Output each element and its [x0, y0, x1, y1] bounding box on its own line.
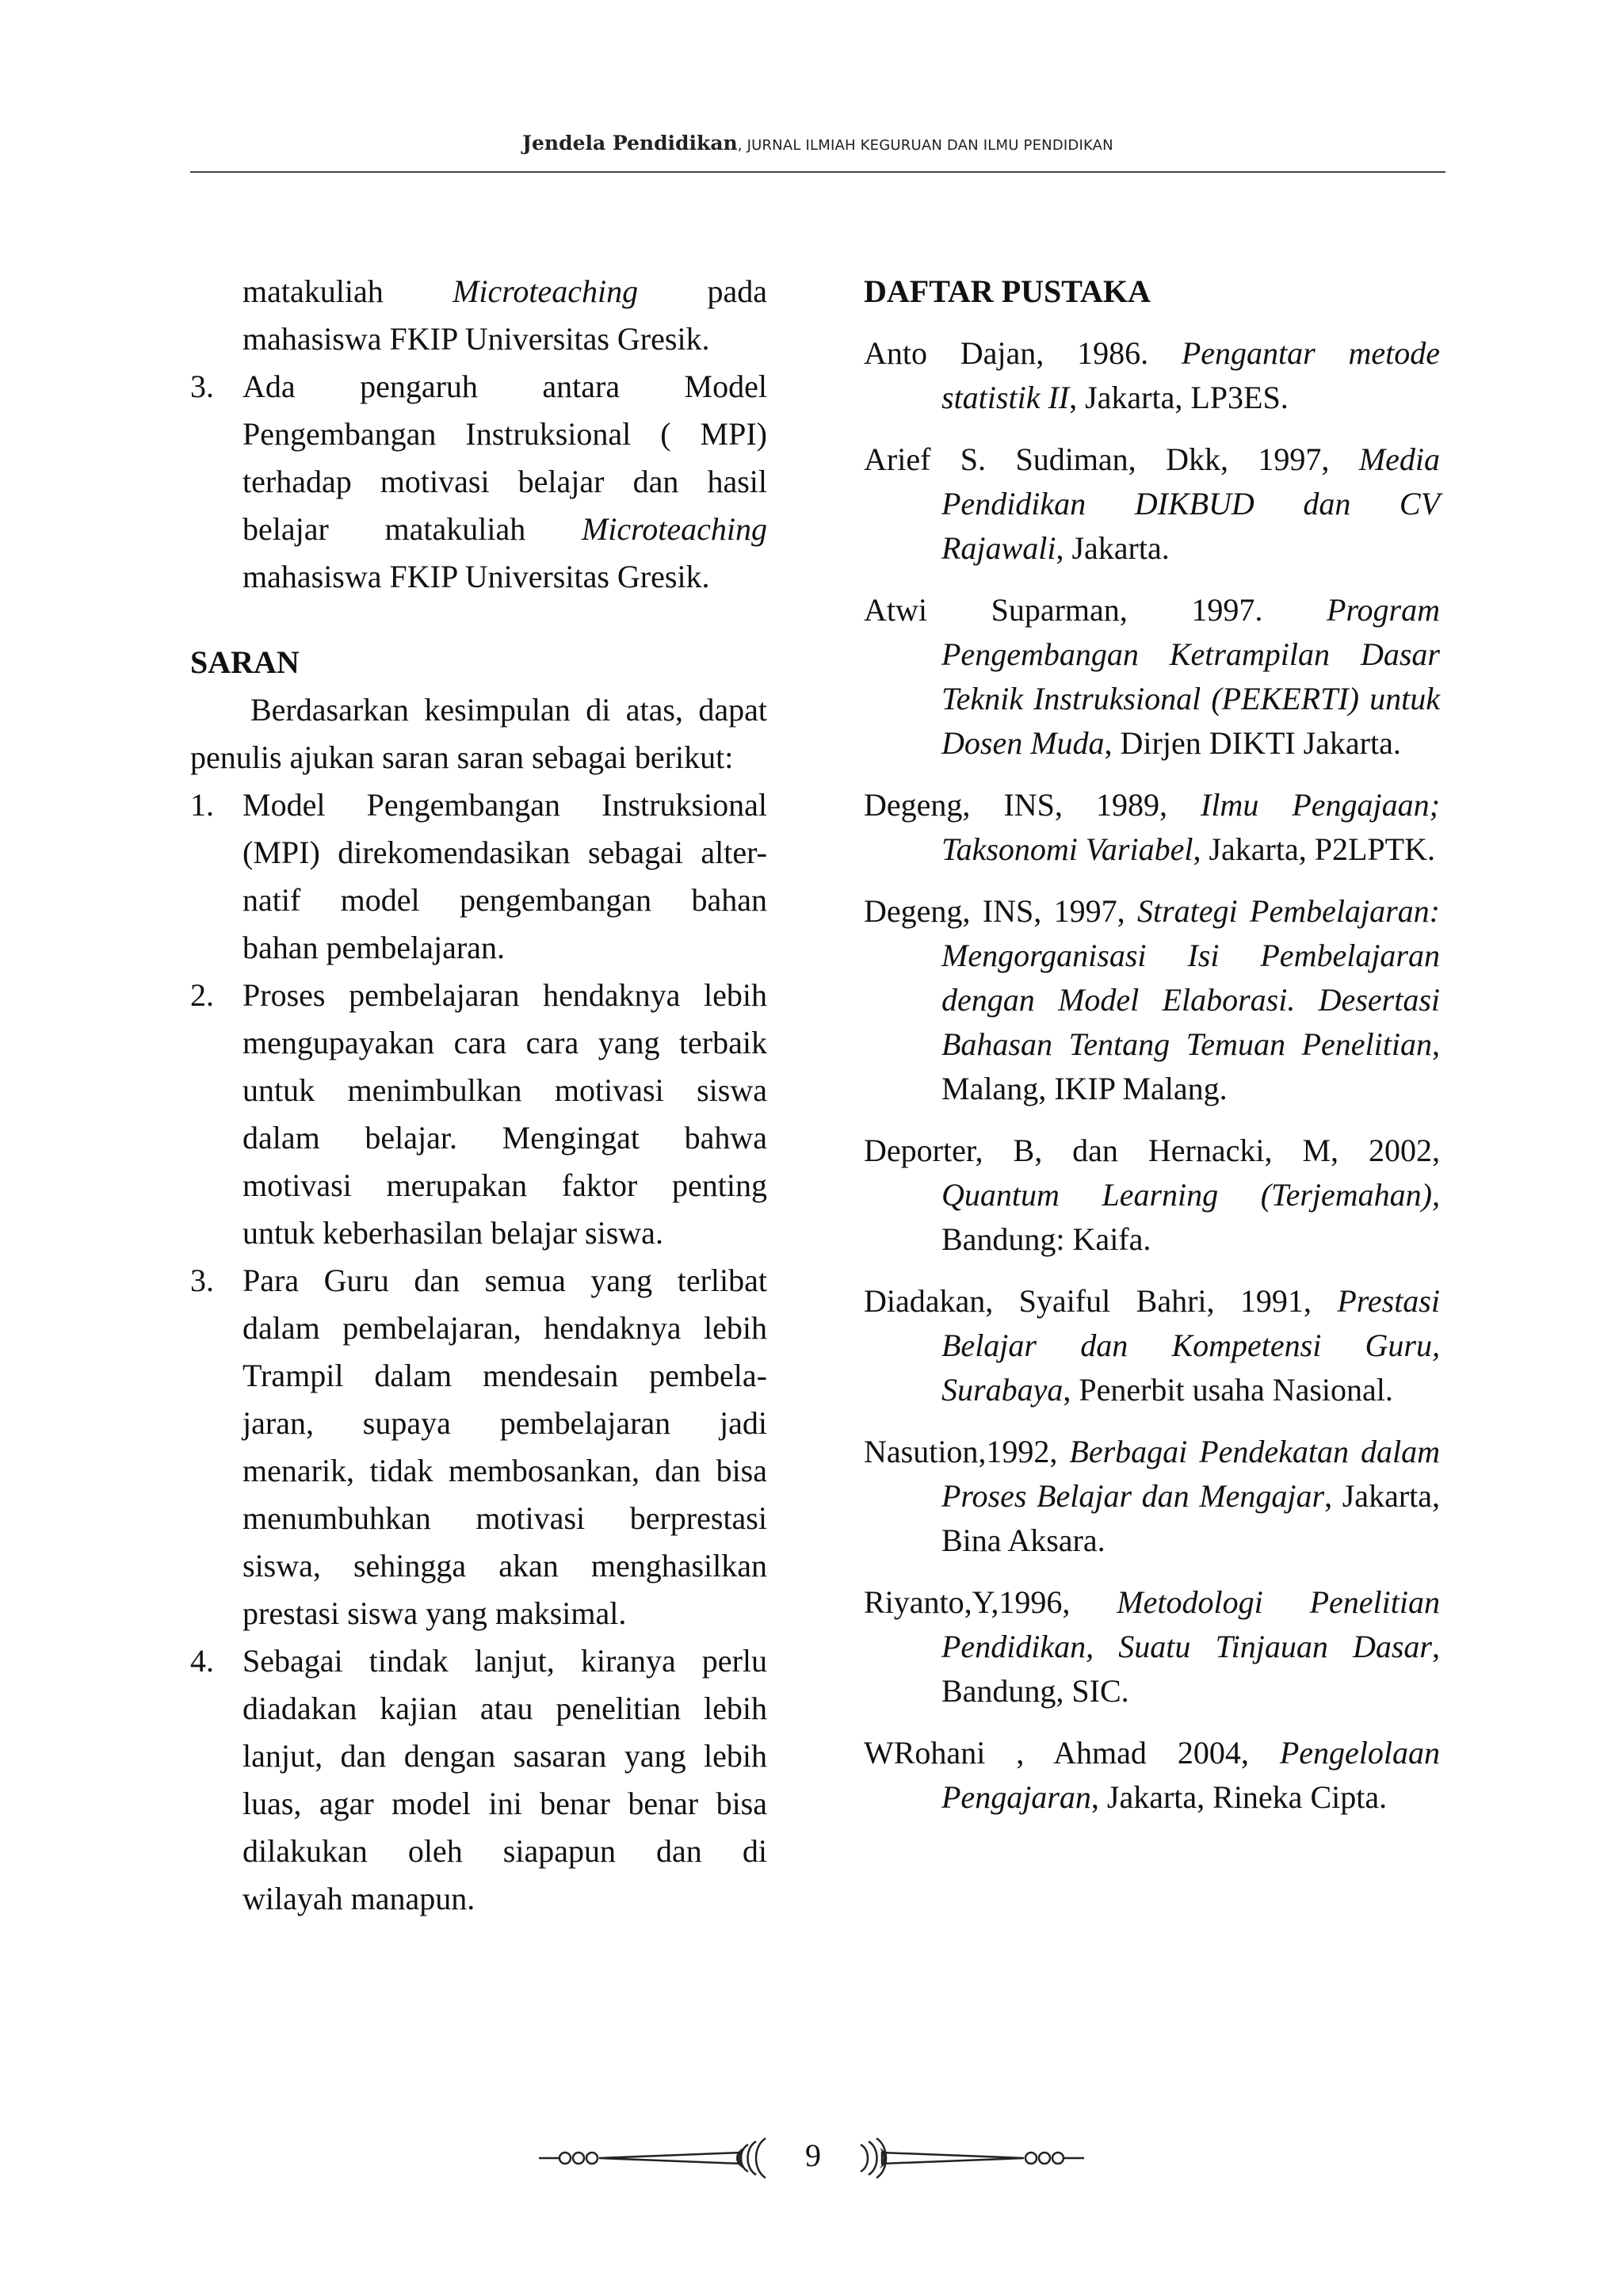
journal-subtitle: , JURNAL ILMIAH KEGURUAN DAN ILMU PENDIDIKAN	[737, 137, 1113, 154]
conclusion-item-3: 3. Ada pengaruh antara Model Pengembangan Instruksional ( MPI) terhadap motivasi belajar dan hasil belajar matakuliah Microteaching mahasiswa FKIP Universitas Gresik.	[190, 369, 767, 594]
references-heading: DAFTAR PUSTAKA	[864, 273, 1151, 309]
page-number: 9	[805, 2137, 821, 2173]
saran-item-line: Para Guru dan semua yang terlibat	[242, 1263, 767, 1298]
saran-item-line: dilakukan oleh siapapun dan di	[242, 1833, 767, 1869]
saran-item-line: luas, agar model ini benar benar bisa	[242, 1786, 767, 1821]
saran-heading: SARAN	[190, 644, 300, 680]
saran-item-line: Sebagai tindak lanjut, kiranya perlu	[242, 1643, 767, 1679]
saran-item-line: dalam belajar. Mengingat bahwa	[242, 1120, 767, 1156]
reference-entry: Riyanto,Y,1996, Metodologi Penelitian Pendidikan, Suatu Tinjauan Dasar, Bandung, SIC.	[864, 1584, 1441, 1709]
running-header	[190, 132, 1445, 155]
reference-entry: Arief S. Sudiman, Dkk, 1997, Media Pendidikan DIKBUD dan CV Rajawali, Jakarta.	[864, 441, 1440, 566]
saran-intro-line-2: penulis ajukan saran saran sebagai berikut:	[190, 739, 734, 775]
saran-item-line: jaran, supaya pembelajaran jadi	[242, 1405, 767, 1441]
saran-item: 4. Sebagai tindak lanjut, kiranya perlu diadakan kajian atau penelitian lebih lanjut, dan dengan sasaran yang lebih luas, agar model ini benar benar bisa dilakukan oleh siapapun dan di wilayah manapun.	[190, 1637, 767, 1923]
right-column	[864, 268, 1440, 1837]
saran-item: 2. Proses pembelajaran hendaknya lebih mengupayakan cara cara yang terbaik untuk menimbulkan motivasi siswa dalam belajar. Mengingat bahwa motivasi merupakan faktor penting untuk keberhasilan belajar siswa.	[190, 972, 767, 1257]
saran-item-line: menumbuhkan motivasi berprestasi	[242, 1500, 767, 1536]
saran-item-line: Model Pengembangan Instruksional	[242, 787, 767, 823]
reference-entry: Degeng, INS, 1989, Ilmu Pengajaan; Taksonomi Variabel, Jakarta, P2LPTK.	[864, 787, 1440, 867]
reference-entry: Diadakan, Syaiful Bahri, 1991, Prestasi Belajar dan Kompetensi Guru, Surabaya, Penerbit usaha Nasional.	[864, 1283, 1440, 1408]
saran-item-line: untuk keberhasilan belajar siswa.	[242, 1215, 663, 1251]
saran-item-line: Trampil dalam mendesain pembela-	[242, 1358, 767, 1393]
saran-list	[190, 781, 767, 1923]
saran-item-line: dalam pembelajaran, hendaknya lebih	[242, 1310, 767, 1346]
header-rule	[190, 171, 1445, 173]
saran-item-line: untuk menimbulkan motivasi siswa	[242, 1072, 767, 1108]
saran-item-line: siswa, sehingga akan menghasilkan	[242, 1548, 767, 1584]
continued-item	[190, 268, 767, 363]
saran-item-line: Proses pembelajaran hendaknya lebih	[242, 977, 767, 1013]
saran-item-line: diadakan kajian atau penelitian lebih	[242, 1690, 767, 1726]
left-column	[190, 268, 767, 1923]
saran-item-line: bahan pembelajaran.	[242, 930, 505, 965]
saran-intro-line-1: Berdasarkan kesimpulan di atas, dapat	[250, 692, 767, 728]
reference-entry: WRohani , Ahmad 2004, Pengelolaan Pengajaran, Jakarta, Rineka Cipta.	[864, 1735, 1440, 1815]
saran-item: 1. Model Pengembangan Instruksional (MPI) direkomendasikan sebagai alter- natif model pengembangan bahan bahan pembelajaran.	[190, 781, 767, 972]
saran-item-line: wilayah manapun.	[242, 1881, 475, 1916]
saran-item: 3. Para Guru dan semua yang terlibat dalam pembelajaran, hendaknya lebih Trampil dalam mendesain pembela- jaran, supaya pembelajaran jadi menarik, tidak membosankan, dan bisa menumbuhkan motivasi berprestasi siswa, sehingga akan menghasilkan prestasi siswa yang maksimal.	[190, 1257, 767, 1637]
saran-item-line: (MPI) direkomendasikan sebagai alter-	[242, 835, 767, 870]
saran-item-line: mengupayakan cara cara yang terbaik	[242, 1025, 767, 1060]
page-footer	[0, 2130, 1623, 2186]
reference-entry: Nasution,1992, Berbagai Pendekatan dalam Proses Belajar dan Mengajar, Jakarta, Bina Aksara.	[864, 1434, 1441, 1558]
continued-line-1: matakuliah Microteaching pada	[242, 273, 767, 309]
saran-item-line: lanjut, dan dengan sasaran yang lebih	[242, 1738, 767, 1774]
reference-list	[864, 331, 1440, 1820]
saran-item-line: menarik, tidak membosankan, dan bisa	[242, 1453, 767, 1488]
continued-line-2: mahasiswa FKIP Universitas Gresik.	[242, 321, 710, 357]
reference-entry: Atwi Suparman, 1997. Program Pengembangan Ketrampilan Dasar Teknik Instruksional (PEKERTI) untuk Dosen Muda, Dirjen DIKTI Jakarta.	[864, 592, 1440, 761]
saran-item-line: motivasi merupakan faktor penting	[242, 1167, 767, 1203]
reference-entry: Degeng, INS, 1997, Strategi Pembelajaran: Mengorganisasi Isi Pembelajaran dengan Model Elaborasi. Desertasi Bahasan Tentang Temuan Penelitian, Malang, IKIP Malang.	[864, 893, 1440, 1106]
journal-title: Jendela Pendidikan	[522, 132, 738, 155]
saran-item-line: prestasi siswa yang maksimal.	[242, 1595, 627, 1631]
reference-entry: Anto Dajan, 1986. Pengantar metode statistik II, Jakarta, LP3ES.	[864, 335, 1440, 415]
saran-item-line: natif model pengembangan bahan	[242, 882, 767, 918]
reference-entry: Deporter, B, dan Hernacki, M, 2002, Quantum Learning (Terjemahan), Bandung: Kaifa.	[864, 1133, 1440, 1257]
